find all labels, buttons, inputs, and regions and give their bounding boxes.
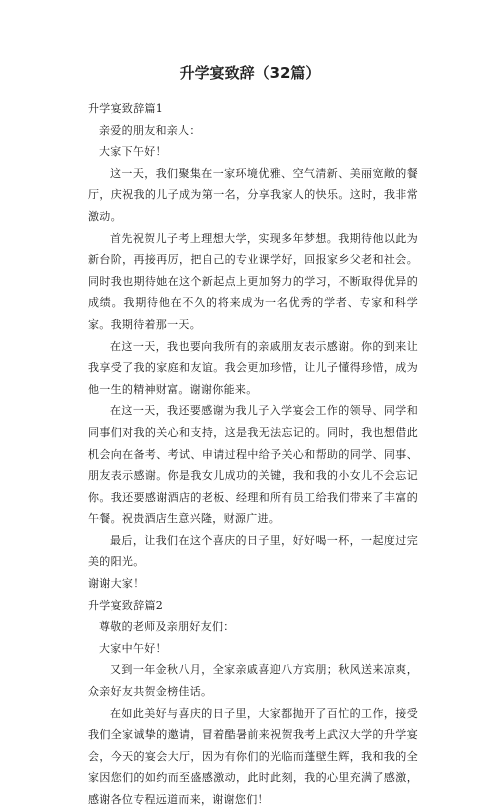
paragraph: 首先祝贺儿子考上理想大学，实现多年梦想。我期待他以此为新台阶，再接再厉，把自己的专业课学好，回报家乡父老和社会。同时我也期待她在这个新起点上更加努力的学习，不断取得优异的成绩。我期待他在不久的将来成为一名优秀的学者、专家和科学家。我期待着那一天。 (88, 231, 418, 331)
paragraph: 这一天，我们聚集在一家环境优雅、空气清新、美丽宽敞的餐厅，庆祝我的儿子成为第一名，分享我家人的快乐。这时，我非常激动。 (88, 166, 418, 223)
paragraph: 大家下午好！ (99, 145, 167, 159)
paragraph: 又到一年金秋八月，全家亲戚喜迎八方宾朋；秋风送来凉爽，众亲好友共贺金榜佳话。 (88, 663, 418, 699)
paragraph: 最后，让我们在这个喜庆的日子里，好好喝一杯，一起度过完美的阳光。 (88, 533, 418, 569)
paragraph: 在这一天，我还要感谢为我儿子入学宴会工作的领导、同学和同事们对我的关心和支持，这是我无法忘记的。同时，我也想借此机会向在备考、考试、申请过程中给予关心和帮助的同学、同事、朋友表示感谢。你是我女儿成功的关键，我和我的小女儿不会忘记你。我还要感谢酒店的老板、经理和所有员工给我们带来了丰富的午餐。祝贵酒店生意兴隆，财源广进。 (88, 404, 418, 526)
paragraph: 升学宴致辞篇1 (88, 102, 164, 115)
paragraph: 在这一天，我也要向我所有的亲戚朋友表示感谢。你的到来让我享受了我的家庭和友谊。我会更加珍惜，让儿子懂得珍惜，成为他一生的精神财富。谢谢你能来。 (88, 339, 418, 396)
document-body (88, 98, 418, 811)
paragraph: 升学宴致辞篇2 (88, 598, 164, 612)
paragraph: 亲爱的朋友和亲人： (99, 123, 201, 137)
paragraph: 谢谢大家！ (88, 577, 145, 591)
paragraph: 大家中午好！ (99, 641, 167, 655)
document-title: 升学宴致辞（32篇） (179, 64, 321, 82)
paragraph: 尊敬的老师及亲朋好友们： (99, 620, 235, 634)
paragraph: 在如此美好与喜庆的日子里，大家都抛开了百忙的工作，接受我们全家诚挚的邀请，冒着酷暑前来祝贺我考上武汉大学的升学宴会，今天的宴会大厅，因为有你们的光临而蓬壁生辉，我和我的全家因您们的如约而至盛感激动，此时此刻，我的心里充满了感激，感谢各位专程远道而来，谢谢您们！ (88, 706, 418, 806)
